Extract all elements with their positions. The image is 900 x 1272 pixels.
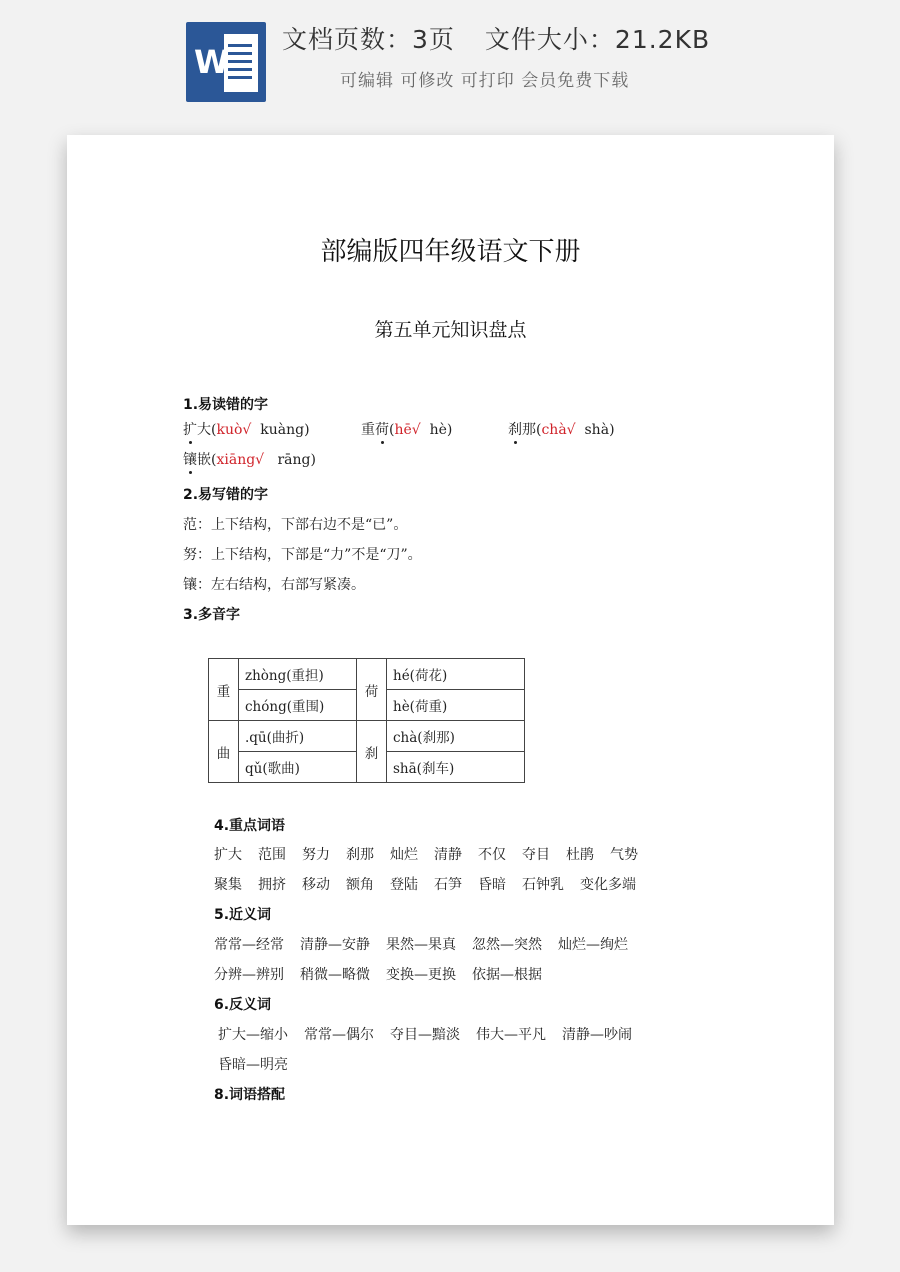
- page-count: 文档页数：3页: [282, 25, 455, 54]
- table-cell-reading: .qū(曲折): [239, 721, 357, 752]
- list-item: 拥挤: [258, 877, 286, 893]
- list-item: 努力: [302, 847, 330, 863]
- list-item: 额角: [346, 877, 374, 893]
- pronunciation-item: 扩大(kuò√ kuàng): [183, 419, 361, 439]
- list-item: 伟大—平凡: [476, 1027, 546, 1043]
- table-cell-reading: chóng(重围): [239, 690, 357, 721]
- unit-title: 第五单元知识盘点: [374, 319, 527, 341]
- list-item: 夺目—黯淡: [390, 1027, 460, 1043]
- list-item: 扩大—缩小: [218, 1027, 288, 1043]
- pronunciation-row-1: [183, 419, 615, 439]
- list-item: 不仅: [478, 847, 506, 863]
- pronunciation-item: 刹那(chà√ shà): [508, 419, 615, 439]
- document-title: 部编版四年级语文下册: [320, 237, 581, 267]
- list-item: 清静: [434, 847, 462, 863]
- list-item: 清静—安静: [300, 937, 370, 953]
- synonyms-row-1: [214, 934, 644, 954]
- synonyms-row-2: [214, 964, 558, 984]
- table-cell-char: 曲: [209, 721, 239, 783]
- list-item: 忽然—突然: [472, 937, 542, 953]
- pronunciation-item: 镶嵌(xiāng√ rāng): [183, 449, 316, 469]
- list-item: 果然—果真: [386, 937, 456, 953]
- key-words-row-2: [214, 874, 652, 894]
- table-cell-reading: zhòng(重担): [239, 659, 357, 690]
- table-cell-reading: qǔ(歌曲): [239, 752, 357, 783]
- list-item: 移动: [302, 877, 330, 893]
- pronunciation-row-2: [183, 449, 316, 469]
- section-heading-3: 3.多音字: [183, 607, 241, 623]
- file-size: 文件大小：21.2KB: [484, 25, 711, 54]
- table-cell-char: 荷: [357, 659, 387, 721]
- list-item: 气势: [610, 847, 638, 863]
- section-heading-1: 1.易读错的字: [183, 397, 269, 413]
- list-item: 石钟乳: [522, 877, 564, 893]
- feature-list: 可编辑 可修改 可打印 会员免费下载: [340, 71, 630, 91]
- list-item: 灿烂: [390, 847, 418, 863]
- word-icon: W: [186, 22, 266, 102]
- list-item: 变化多端: [580, 877, 636, 893]
- list-item: 夺目: [522, 847, 550, 863]
- antonyms-row-2: [218, 1054, 304, 1074]
- file-info: [282, 20, 710, 56]
- table-row: [209, 659, 525, 690]
- table-cell-char: 刹: [357, 721, 387, 783]
- polyphonic-table: [208, 658, 525, 783]
- key-words-row-1: [214, 844, 654, 864]
- list-item: 杜鹃: [566, 847, 594, 863]
- list-item: 常常—偶尔: [304, 1027, 374, 1043]
- table-cell-reading: chà(刹那): [387, 721, 525, 752]
- document-info-banner: [0, 0, 900, 120]
- section-heading-6: 6.反义词: [214, 997, 272, 1013]
- list-item: 昏暗: [478, 877, 506, 893]
- list-item: 稍微—略微: [300, 967, 370, 983]
- list-item: 扩大: [214, 847, 242, 863]
- list-item: 灿烂—绚烂: [558, 937, 628, 953]
- section-heading-2: 2.易写错的字: [183, 487, 269, 503]
- table-cell-reading: hè(荷重): [387, 690, 525, 721]
- writing-note: 努：上下结构，下部是“力”不是“刀”。: [183, 547, 422, 563]
- section-heading-4: 4.重点词语: [214, 818, 286, 834]
- pronunciation-item: 重荷(hē√ hè): [361, 419, 508, 439]
- list-item: 清静—吵闹: [562, 1027, 632, 1043]
- list-item: 变换—更换: [386, 967, 456, 983]
- list-item: 聚集: [214, 877, 242, 893]
- writing-note: 镶：左右结构，右部写紧凑。: [183, 577, 365, 593]
- table-cell-char: 重: [209, 659, 239, 721]
- list-item: 昏暗—明亮: [218, 1057, 288, 1073]
- list-item: 依据—根据: [472, 967, 542, 983]
- list-item: 分辨—辨别: [214, 967, 284, 983]
- document-page: [67, 135, 834, 1225]
- table-cell-reading: hé(荷花): [387, 659, 525, 690]
- section-heading-5: 5.近义词: [214, 907, 272, 923]
- list-item: 范围: [258, 847, 286, 863]
- table-cell-reading: shā(刹车): [387, 752, 525, 783]
- antonyms-row-1: [218, 1024, 648, 1044]
- table-row: [209, 721, 525, 752]
- section-heading-8: 8.词语搭配: [214, 1087, 286, 1103]
- writing-note: 范：上下结构，下部右边不是“已”。: [183, 517, 408, 533]
- list-item: 刹那: [346, 847, 374, 863]
- list-item: 登陆: [390, 877, 418, 893]
- list-item: 石笋: [434, 877, 462, 893]
- list-item: 常常—经常: [214, 937, 284, 953]
